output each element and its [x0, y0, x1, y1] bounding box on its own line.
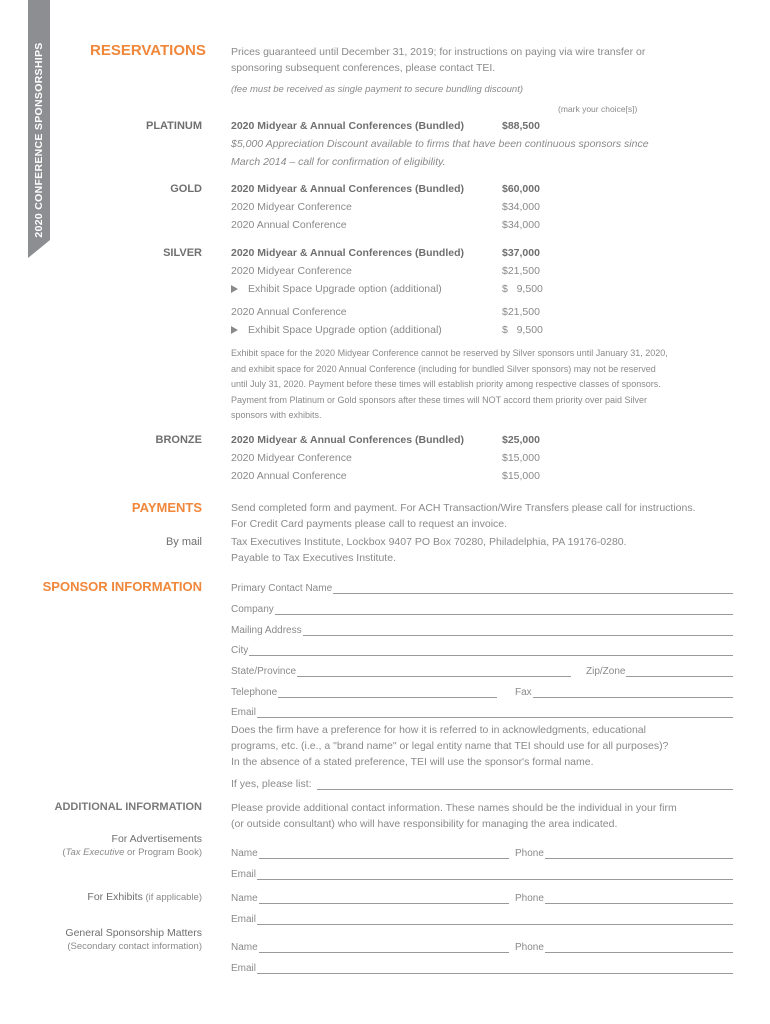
silver-upgrade-midyear-price: $ 9,500	[502, 283, 543, 295]
reservations-heading: RESERVATIONS	[90, 42, 206, 59]
ads-email-label: Email	[231, 869, 257, 880]
payments-line2: For Credit Card payments please call to request an invoice.	[231, 518, 508, 530]
mailing-address-field[interactable]	[231, 622, 733, 636]
primary-contact-line[interactable]	[333, 582, 733, 594]
silver-label: SILVER	[163, 247, 202, 259]
brand-name-line[interactable]	[317, 778, 733, 790]
telephone-field[interactable]	[231, 684, 497, 698]
silver-note-line: and exhibit space for 2020 Annual Conference (including for bundled Silver sponsors) may not be reserved	[231, 363, 656, 374]
sponsor-info-heading: SPONSOR INFORMATION	[42, 579, 202, 594]
bronze-price-annual: $15,000	[502, 470, 540, 482]
ads-phone-line[interactable]	[545, 847, 733, 859]
exhibits-phone-label: Phone	[515, 893, 544, 904]
platinum-label: PLATINUM	[145, 120, 202, 132]
general-email-label: Email	[231, 963, 257, 974]
platinum-note-line1: $5,000 Appreciation Discount available to firms that have been continuous sponsors since	[231, 138, 649, 150]
exhibits-label-text: For Exhibits	[87, 891, 143, 903]
ads-label: For Advertisements	[111, 833, 202, 845]
general-phone-label: Phone	[515, 942, 544, 953]
exhibits-email-label: Email	[231, 914, 257, 925]
zip-field[interactable]	[586, 663, 733, 677]
fee-note: (fee must be received as single payment to secure bundling discount)	[231, 84, 524, 95]
mailing-address-line[interactable]	[303, 624, 733, 636]
bullet-arrow-icon	[231, 285, 238, 293]
city-label: City	[231, 645, 249, 656]
fax-line[interactable]	[533, 686, 733, 698]
silver-upgrade-annual[interactable]	[231, 324, 442, 336]
gold-price-annual: $34,000	[502, 219, 540, 231]
state-field[interactable]	[231, 663, 571, 677]
gold-price-bundled: $60,000	[502, 183, 540, 195]
payments-heading: PAYMENTS	[131, 500, 202, 515]
telephone-line[interactable]	[278, 686, 497, 698]
silver-note-line: Payment from Platinum or Gold sponsors after these times will NOT accord them priority over paid Silver	[231, 394, 647, 405]
ads-sub-italic: Tax Executive	[65, 847, 125, 858]
ads-email-line[interactable]	[257, 868, 733, 880]
gold-item-annual[interactable]: 2020 Annual Conference	[231, 219, 347, 231]
silver-note-line: Exhibit space for the 2020 Midyear Conference cannot be reserved by Silver sponsors until January 31, 2020,	[231, 348, 668, 358]
silver-price-midyear: $21,500	[502, 265, 540, 277]
general-phone-line[interactable]	[545, 941, 733, 953]
fax-field[interactable]	[515, 684, 733, 698]
primary-contact-field[interactable]	[231, 580, 733, 594]
general-email-line[interactable]	[257, 962, 733, 974]
silver-upgrade-annual-price: $ 9,500	[502, 324, 543, 336]
additional-intro-line2: (or outside consultant) who will have responsibility for managing the area indicated.	[231, 818, 618, 830]
gold-price-midyear: $34,000	[502, 201, 540, 213]
general-name-line[interactable]	[259, 941, 509, 953]
ads-phone-field[interactable]	[515, 845, 733, 859]
platinum-item[interactable]: 2020 Midyear & Annual Conferences (Bundled)	[231, 120, 464, 132]
ads-sub: (Tax Executive or Program Book)	[62, 847, 202, 858]
zip-line[interactable]	[626, 665, 733, 677]
silver-price-bundled: $37,000	[502, 247, 540, 259]
state-line[interactable]	[297, 665, 571, 677]
company-line[interactable]	[275, 603, 733, 615]
primary-contact-label: Primary Contact Name	[231, 583, 333, 594]
platinum-note-line2: March 2014 – call for confirmation of eligibility.	[231, 156, 446, 168]
exhibits-name-field[interactable]	[231, 890, 509, 904]
mailing-address-label: Mailing Address	[231, 625, 302, 636]
additional-intro-line1: Please provide additional contact information. These names should be the individual in your firm	[231, 802, 677, 814]
city-line[interactable]	[249, 644, 733, 656]
exhibits-email-line[interactable]	[257, 913, 733, 925]
general-sub: (Secondary contact information)	[67, 941, 202, 952]
gold-label: GOLD	[170, 183, 202, 195]
silver-note-line: sponsors with exhibits.	[231, 410, 322, 420]
brand-name-field[interactable]	[231, 776, 733, 790]
exhibits-label	[87, 891, 202, 903]
mark-choice-note: (mark your choice[s])	[558, 104, 638, 114]
mail-address-line2: Payable to Tax Executives Institute.	[231, 552, 396, 564]
exhibits-email-field[interactable]	[231, 911, 733, 925]
silver-upgrade-midyear-label: Exhibit Space Upgrade option (additional)	[248, 283, 442, 295]
bronze-item-bundled[interactable]: 2020 Midyear & Annual Conferences (Bundled)	[231, 434, 464, 446]
bronze-item-annual[interactable]: 2020 Annual Conference	[231, 470, 347, 482]
ads-name-field[interactable]	[231, 845, 509, 859]
general-label: General Sponsorship Matters	[65, 927, 202, 939]
silver-exhibit-note	[231, 346, 736, 424]
by-mail-label: By mail	[165, 536, 202, 548]
ads-sub-rest: or Program Book)	[124, 847, 202, 858]
general-email-field[interactable]	[231, 960, 733, 974]
silver-upgrade-annual-label: Exhibit Space Upgrade option (additional)	[248, 324, 442, 336]
exhibits-sub: (if applicable)	[142, 892, 202, 903]
general-name-field[interactable]	[231, 939, 509, 953]
general-phone-field[interactable]	[515, 939, 733, 953]
company-field[interactable]	[231, 601, 733, 615]
bullet-arrow-icon	[231, 326, 238, 334]
preference-line3: In the absence of a stated preference, TEI will use the sponsor's formal name.	[231, 756, 594, 768]
exhibits-phone-line[interactable]	[545, 892, 733, 904]
ads-name-line[interactable]	[259, 847, 509, 859]
preference-line1: Does the firm have a preference for how it is referred to in acknowledgments, educational	[231, 724, 646, 736]
telephone-label: Telephone	[231, 687, 278, 698]
email-line[interactable]	[257, 706, 733, 718]
payments-line1: Send completed form and payment. For ACH Transaction/Wire Transfers please call for instructions.	[231, 502, 696, 514]
preference-line2: programs, etc. (i.e., a "brand name" or legal entity name that TEI should use for all purposes)?	[231, 740, 669, 752]
silver-upgrade-midyear[interactable]	[231, 283, 442, 295]
platinum-price: $88,500	[502, 120, 540, 132]
exhibits-phone-field[interactable]	[515, 890, 733, 904]
state-label: State/Province	[231, 666, 297, 677]
exhibits-name-label: Name	[231, 893, 258, 904]
reservations-intro-line1: Prices guaranteed until December 31, 2019; for instructions on paying via wire transfer or	[231, 46, 646, 58]
general-name-label: Name	[231, 942, 258, 953]
silver-price-annual: $21,500	[502, 306, 540, 318]
silver-item-annual[interactable]: 2020 Annual Conference	[231, 306, 347, 318]
mail-address-line1: Tax Executives Institute, Lockbox 9407 PO Box 70280, Philadelphia, PA 19176-0280.	[231, 536, 627, 548]
city-field[interactable]	[231, 642, 733, 656]
additional-info-heading: ADDITIONAL INFORMATION	[54, 801, 202, 813]
section-tab-label: 2020 CONFERENCE SPONSORSHIPS	[33, 42, 45, 238]
ads-name-label: Name	[231, 848, 258, 859]
zip-label: Zip/Zone	[586, 666, 626, 677]
gold-item-bundled[interactable]: 2020 Midyear & Annual Conferences (Bundled)	[231, 183, 464, 195]
silver-note-line: until July 31, 2020. Payment before these times will establish priority among respective classes of sponsors.	[231, 379, 661, 389]
if-yes-label: If yes, please list:	[231, 778, 312, 790]
silver-item-midyear[interactable]: 2020 Midyear Conference	[231, 265, 352, 277]
bronze-price-bundled: $25,000	[502, 434, 540, 446]
ads-email-field[interactable]	[231, 866, 733, 880]
silver-item-bundled[interactable]: 2020 Midyear & Annual Conferences (Bundled)	[231, 247, 464, 259]
email-label: Email	[231, 707, 257, 718]
exhibits-name-line[interactable]	[259, 892, 509, 904]
email-field[interactable]	[231, 704, 733, 718]
company-label: Company	[231, 604, 274, 615]
bronze-item-midyear[interactable]: 2020 Midyear Conference	[231, 452, 352, 464]
ads-phone-label: Phone	[515, 848, 544, 859]
fax-label: Fax	[515, 687, 532, 698]
bronze-label: BRONZE	[155, 434, 202, 446]
gold-item-midyear[interactable]: 2020 Midyear Conference	[231, 201, 352, 213]
bronze-price-midyear: $15,000	[502, 452, 540, 464]
reservations-intro-line2: sponsoring subsequent conferences, please contact TEI.	[231, 62, 496, 74]
